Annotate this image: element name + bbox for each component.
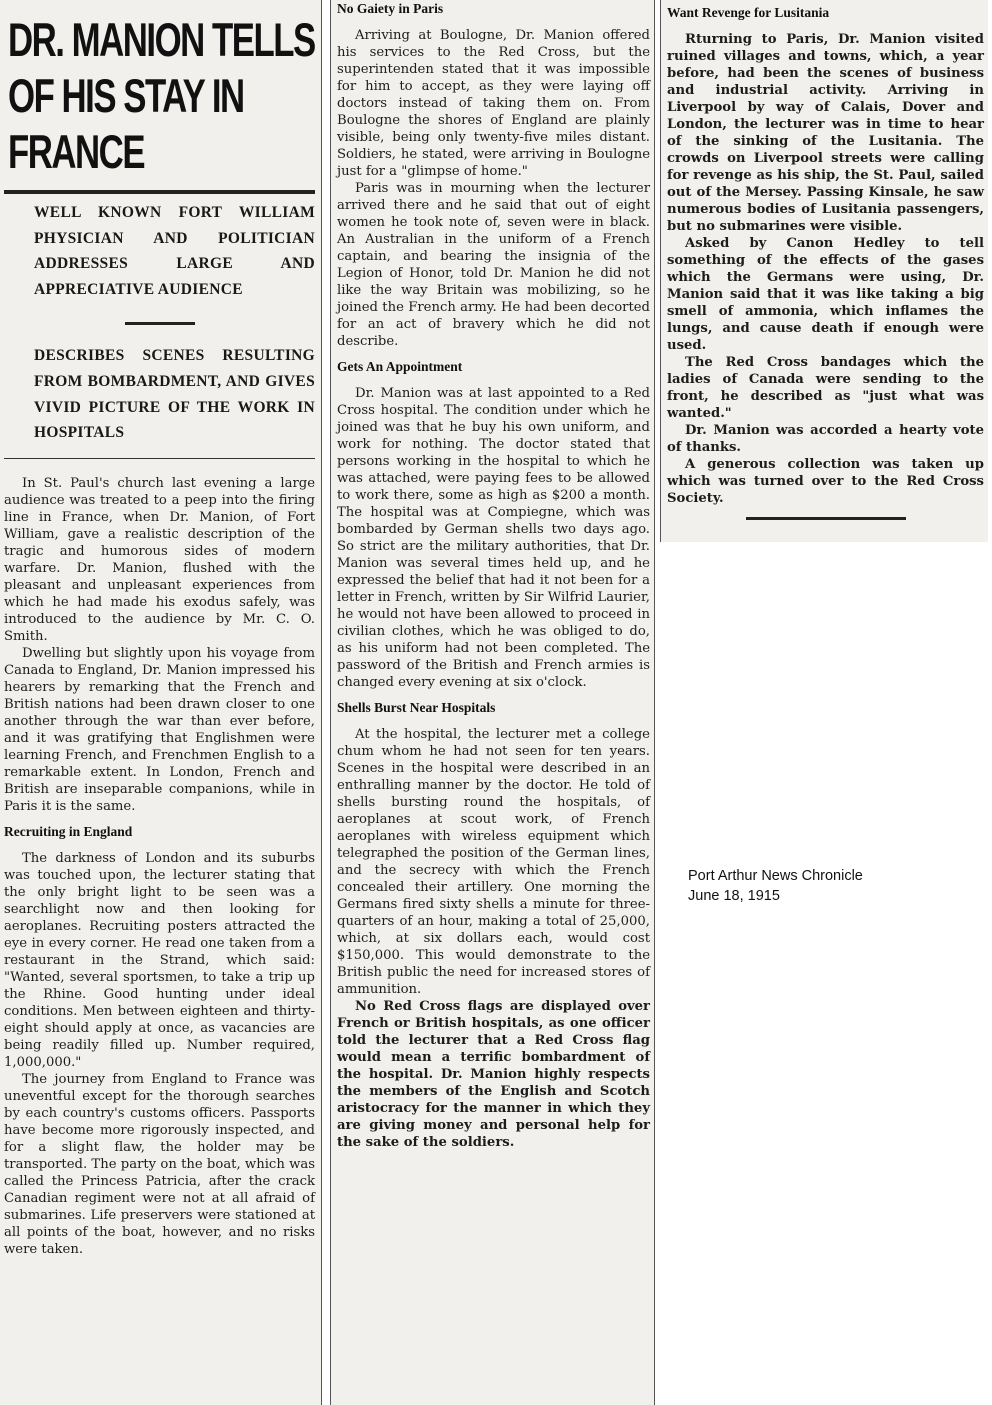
article-column-2 (330, 0, 655, 1405)
paragraph: Dr. Manion was accorded a hearty vote of thanks. (667, 423, 984, 455)
paragraph: Dwelling but slightly upon his voyage from Canada to England, Dr. Manion impressed his hearers by remarking that the French and British nations had been drawn closer to one another through the war than ever before, and it was gratifying that Englishmen were learning French, and Frenchmen English to a remarkable extent. In London, French and British are inseparable companions, while in Paris it is the same. (4, 645, 315, 814)
paragraph: The Red Cross bandages which the ladies of Canada were sending to the front, he described as "just what was wanted." (667, 355, 984, 421)
paragraph: The darkness of London and its suburbs was touched upon, the lecturer stating that the only bright light to be seen was a searchlight now and then looking for aeroplanes. Recruiting posters attracted the eye in every corner. He read one taken from a restaurant in the Strand, which said: "Wanted, several sportsmen, to take a trip up the Rhine. Good hunting under ideal conditions. Men between eighteen and thirty-eight should apply at once, as vacancies are being readily filled up. Number required, 1,000,000." (4, 850, 315, 1070)
deck-divider (125, 322, 195, 325)
paragraph: No Red Cross flags are displayed over French or British hospitals, as one officer told the lecturer that a Red Cross flag would mean a terrific bombardment of the hospital. Dr. Manion highly respects the members of the English and Scotch aristocracy for the manner in which they are giving money and personal help for the sake of the soldiers. (337, 999, 650, 1150)
article-column-3 (660, 0, 988, 542)
headline-rule (4, 190, 315, 194)
source-caption (688, 866, 968, 906)
paragraph: Arriving at Boulogne, Dr. Manion offered his services to the Red Cross, but the superintenden stated that it was impossible for him to accept, as they were laying off doctors instead of taking them on. From Boulogne the shores of England are plainly visible, being only twenty-five miles distant. Soldiers, he stated, were arriving in Boulogne just for a "glimpse of home." (337, 28, 650, 179)
subhead-no-gaiety: No Gaiety in Paris (337, 1, 444, 16)
deck-end-rule (4, 458, 315, 459)
subhead-shells: Shells Burst Near Hospitals (337, 700, 496, 715)
paragraph: Paris was in mourning when the lecturer arrived there and he said that out of eight women he took note of, seven were in black. An Australian in the uniform of a French captain, and bearing the insignia of the Legion of Honor, told Dr. Manion he did not like the way Britain was mobilizing, so he joined the French army. He had been decorted for an act of bravery which he did not describe. (337, 181, 650, 349)
subhead-lusitania: Want Revenge for Lusitania (667, 5, 830, 20)
subhead-recruiting: Recruiting in England (4, 823, 133, 839)
subhead-appointment: Gets An Appointment (337, 359, 463, 374)
paragraph: At the hospital, the lecturer met a college chum whom he had not seen for ten years. Scenes in the hospital were described in an enthralling manner by the doctor. He told of shells bursting round the hospitals, of aeroplanes at scout work, of French aeroplanes with wireless equipment which telegraphed the position of the German lines, and the secrecy with which the French concealed their artillery. One morning the Germans fired sixty shells a minute for three-quarters of an hour, making a total of 25,000, which, at six dollars each, would cost $150,000. This would demonstrate to the British public the need for increased stores of ammunition. (337, 727, 650, 997)
caption-date: June 18, 1915 (688, 888, 780, 904)
paragraph: A generous collection was taken up which was turned over to the Red Cross Society. (667, 457, 984, 506)
paragraph: The journey from England to France was uneventful except for the thorough searches by each country's customs officers. Passports have become more rigorously inspected, and for a slight flaw, the holder may be transported. The party on the boat, which was called the Princess Patricia, after the crack Canadian regiment were not at all afraid of submarines. Life preservers were stationed at all points of the boat, however, and no risks were taken. (4, 1071, 315, 1257)
article-column-1 (0, 0, 322, 1405)
caption-publication: Port Arthur News Chronicle (688, 868, 863, 884)
headline: DR. MANION TELLS OF HIS STAY IN FRANCE (8, 13, 315, 178)
deck-1: WELL KNOWN FORT WILLIAM PHYSICIAN AND POLITICIAN ADDRESSES LARGE AND APPRECIATIVE AUDIENCE (34, 204, 315, 298)
paragraph: Dr. Manion was at last appointed to a Red Cross hospital. The condition under which he joined was that he buy his own uniform, and work for nothing. The doctor stated that persons working in the hospital to which he was attached, were paying fees to be allowed to work there, some as high as $200 a month. The hospital was at Compiegne, which was bombarded by German shells two days ago. So strict are the military authorities, that Dr. Manion was several times held up, and he expressed the belief that had it not been for a letter in French, written by Sir Wilfrid Laurier, he would not have been allowed to proceed in civilian clothes, which he was obliged to do, as his uniform had not been completed. The password of the British and French armies is changed every evening at six o'clock. (337, 386, 650, 690)
deck-2: DESCRIBES SCENES RESULTING FROM BOMBARDMENT, AND GIVES VIVID PICTURE OF THE WORK IN HOSPITALS (34, 347, 315, 442)
article-end-rule (746, 517, 906, 520)
paragraph: Asked by Canon Hedley to tell something of the effects of the gases which the Germans were using, Dr. Manion said that it was like taking a big smell of ammonia, which inflames the lungs, and cause death if enough were used. (667, 236, 984, 353)
paragraph: In St. Paul's church last evening a large audience was treated to a peep into the firing line in France, when Dr. Manion, of Fort William, gave a realistic description of the tragic and humorous sides of modern warfare. Dr. Manion, flushed with the pleasant and unpleasant experiences from which he had made his exodus safely, was introduced to the audience by Mr. C. O. Smith. (4, 475, 315, 644)
paragraph: Rturning to Paris, Dr. Manion visited ruined villages and towns, which, a year before, had been the scenes of business and industrial activity. Arriving in Liverpool by way of Calais, Dover and London, the lecturer was in time to hear of the sinking of the Lusitania. The crowds on Liverpool streets were calling for revenge as his ship, the St. Paul, sailed out of the Mersey. Passing Kinsale, he saw numerous bodies of Lusitania passengers, but no submarines were visible. (667, 32, 984, 234)
